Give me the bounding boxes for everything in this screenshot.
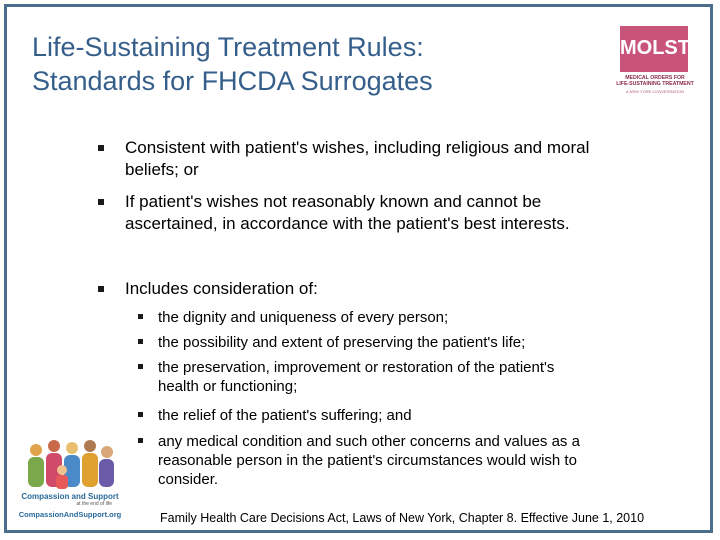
sub-bullet-text: the possibility and extent of preserving the patient's life; xyxy=(158,334,526,351)
sub-bullet-text: the relief of the patient's suffering; and xyxy=(158,407,412,424)
slide-title xyxy=(32,30,552,98)
sub-bullet-item xyxy=(158,406,598,425)
slide-title-line-2: Standards for FHCDA Surrogates xyxy=(32,66,433,96)
sub-bullet-item xyxy=(158,432,598,489)
molst-logo xyxy=(608,26,702,96)
sub-bullet-item xyxy=(158,333,598,352)
molst-logo-subtitle-line-2: LIFE-SUSTAINING TREATMENT xyxy=(616,81,694,87)
bullet-item xyxy=(125,278,625,300)
slide-title-line-1: Life-Sustaining Treatment Rules: xyxy=(32,32,424,62)
sub-bullet-item xyxy=(158,308,598,327)
molst-logo-word: MOLST xyxy=(620,37,690,59)
bullet-text: Consistent with patient's wishes, including religious and moral beliefs; or xyxy=(125,138,590,179)
sub-bullet-text: the preservation, improvement or restoration of the patient's health or functioning; xyxy=(158,359,555,395)
molst-logo-subtitle xyxy=(608,75,702,87)
compassion-logo-tagline: at the end of life xyxy=(76,501,112,507)
people-group-icon xyxy=(14,436,126,492)
bullet-item xyxy=(125,191,625,235)
square-bullet-icon xyxy=(138,364,143,369)
square-bullet-icon xyxy=(98,199,104,205)
square-bullet-icon xyxy=(138,438,143,443)
molst-logo-subtitle-line-1: MEDICAL ORDERS FOR xyxy=(625,75,685,81)
bullet-text: If patient's wishes not reasonably known and cannot be ascertained, in accordance with the patient's best interests. xyxy=(125,192,570,233)
sub-bullet-text: any medical condition and such other concerns and values as a reasonable person in the patient's circumstances would wish to consider. xyxy=(158,433,580,488)
square-bullet-icon xyxy=(138,314,143,319)
molst-logo-tagline: A NEW YORK CONVERSATION xyxy=(625,89,685,94)
square-bullet-icon xyxy=(98,145,104,151)
compassion-logo-name: Compassion and Support xyxy=(21,492,119,501)
square-bullet-icon xyxy=(138,412,143,417)
sub-bullet-text: the dignity and uniqueness of every person; xyxy=(158,309,449,326)
sub-bullet-item xyxy=(158,358,598,396)
bullet-item xyxy=(125,137,625,181)
compassion-logo-url: CompassionAndSupport.org xyxy=(18,510,122,519)
square-bullet-icon xyxy=(138,339,143,344)
square-bullet-icon xyxy=(98,286,104,292)
bullet-text: Includes consideration of: xyxy=(125,279,318,298)
footer-citation: Family Health Care Decisions Act, Laws of New York, Chapter 8. Effective June 1, 2010 xyxy=(160,511,645,525)
compassion-and-support-logo xyxy=(14,436,126,524)
